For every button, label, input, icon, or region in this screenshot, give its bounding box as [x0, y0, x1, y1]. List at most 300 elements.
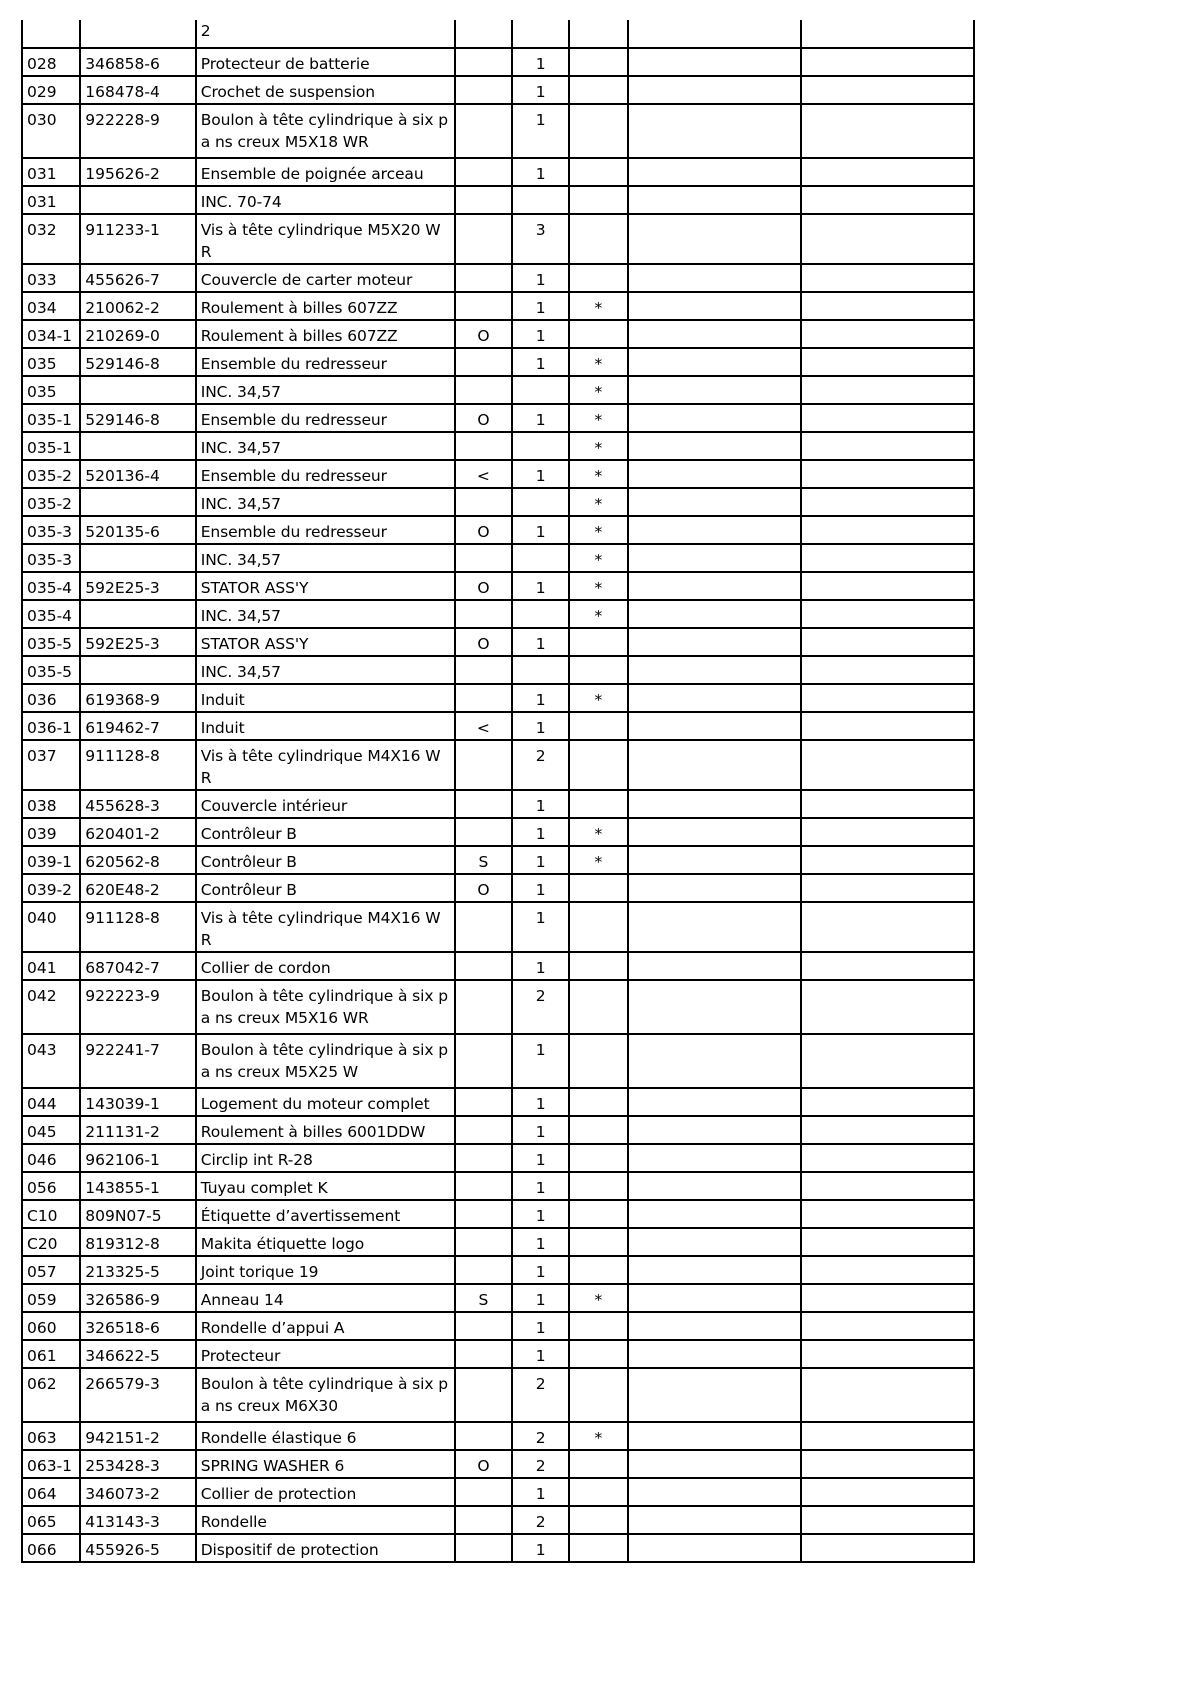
- item-number-cell: 028: [22, 48, 80, 76]
- item-number-cell: 046: [22, 1144, 80, 1172]
- empty-cell: [801, 1256, 974, 1284]
- empty-cell: [628, 1200, 802, 1228]
- quantity-cell: 1: [512, 790, 569, 818]
- change-code-cell: [455, 348, 512, 376]
- description-cell: Vis à tête cylindrique M4X16 WR: [196, 740, 455, 790]
- empty-cell: [801, 1534, 974, 1562]
- note-mark-cell: [569, 712, 627, 740]
- empty-cell: [628, 292, 802, 320]
- note-mark-cell: [569, 76, 627, 104]
- item-number-cell: 035-1: [22, 404, 80, 432]
- description-cell: Ensemble du redresseur: [196, 404, 455, 432]
- table-row: [22, 214, 974, 264]
- table-row: [22, 376, 974, 404]
- empty-cell: [801, 1228, 974, 1256]
- item-number-cell: 039: [22, 818, 80, 846]
- part-number-cell: [80, 186, 195, 214]
- table-row: [22, 740, 974, 790]
- empty-cell: [628, 516, 802, 544]
- change-code-cell: [455, 376, 512, 404]
- empty-cell: [801, 1116, 974, 1144]
- item-number-cell: 056: [22, 1172, 80, 1200]
- note-mark-cell: [569, 1116, 627, 1144]
- empty-cell: [628, 186, 802, 214]
- empty-cell: [801, 1200, 974, 1228]
- change-code-cell: O: [455, 404, 512, 432]
- description-cell: Tuyau complet K: [196, 1172, 455, 1200]
- quantity-cell: [512, 432, 569, 460]
- description-cell: Roulement à billes 607ZZ: [196, 292, 455, 320]
- note-mark-cell: *: [569, 684, 627, 712]
- table-row: [22, 684, 974, 712]
- item-number-cell: 030: [22, 104, 80, 158]
- empty-cell: [628, 1368, 802, 1422]
- quantity-cell: 1: [512, 1088, 569, 1116]
- note-mark-cell: [569, 1034, 627, 1088]
- empty-cell: [628, 104, 802, 158]
- quantity-cell: 1: [512, 1228, 569, 1256]
- description-cell: Vis à tête cylindrique M5X20 WR: [196, 214, 455, 264]
- empty-cell: [801, 1450, 974, 1478]
- quantity-cell: 2: [512, 740, 569, 790]
- note-mark-cell: *: [569, 404, 627, 432]
- table-row: [22, 76, 974, 104]
- empty-cell: [628, 1228, 802, 1256]
- part-number-cell: 211131-2: [80, 1116, 195, 1144]
- item-number-cell: 035-4: [22, 572, 80, 600]
- description-cell: Roulement à billes 607ZZ: [196, 320, 455, 348]
- empty-cell: [628, 846, 802, 874]
- empty-cell: [801, 740, 974, 790]
- empty-cell: [628, 1284, 802, 1312]
- quantity-cell: 1: [512, 1144, 569, 1172]
- table-row: [22, 48, 974, 76]
- note-mark-cell: [569, 320, 627, 348]
- change-code-cell: [455, 158, 512, 186]
- quantity-cell: [512, 656, 569, 684]
- change-code-cell: [455, 684, 512, 712]
- description-cell: 2: [196, 20, 455, 48]
- quantity-cell: 1: [512, 264, 569, 292]
- table-row: [22, 1034, 974, 1088]
- item-number-cell: 039-2: [22, 874, 80, 902]
- empty-cell: [628, 1034, 802, 1088]
- change-code-cell: [455, 980, 512, 1034]
- table-row: [22, 1144, 974, 1172]
- table-row: [22, 874, 974, 902]
- part-number-cell: [80, 488, 195, 516]
- part-number-cell: 520136-4: [80, 460, 195, 488]
- empty-cell: [628, 1478, 802, 1506]
- empty-cell: [801, 1172, 974, 1200]
- table-row: [22, 292, 974, 320]
- note-mark-cell: [569, 628, 627, 656]
- empty-cell: [628, 214, 802, 264]
- quantity-cell: [512, 376, 569, 404]
- description-cell: SPRING WASHER 6: [196, 1450, 455, 1478]
- item-number-cell: 044: [22, 1088, 80, 1116]
- quantity-cell: 1: [512, 902, 569, 952]
- empty-cell: [801, 684, 974, 712]
- description-cell: Ensemble de poignée arceau: [196, 158, 455, 186]
- item-number-cell: 064: [22, 1478, 80, 1506]
- change-code-cell: [455, 488, 512, 516]
- table-row: [22, 1116, 974, 1144]
- description-cell: Boulon à tête cylindrique à six pa ns creux M5X25 W: [196, 1034, 455, 1088]
- part-number-cell: 143039-1: [80, 1088, 195, 1116]
- table-row: [22, 1450, 974, 1478]
- description-cell: Ensemble du redresseur: [196, 516, 455, 544]
- empty-cell: [801, 1312, 974, 1340]
- note-mark-cell: [569, 1144, 627, 1172]
- note-mark-cell: [569, 902, 627, 952]
- table-row: [22, 1088, 974, 1116]
- quantity-cell: 1: [512, 1340, 569, 1368]
- table-row: [22, 1340, 974, 1368]
- note-mark-cell: [569, 158, 627, 186]
- empty-cell: [801, 952, 974, 980]
- quantity-cell: 1: [512, 1534, 569, 1562]
- quantity-cell: 1: [512, 874, 569, 902]
- empty-cell: [628, 1450, 802, 1478]
- empty-cell: [628, 980, 802, 1034]
- note-mark-cell: [569, 1228, 627, 1256]
- empty-cell: [628, 264, 802, 292]
- table-row: [22, 104, 974, 158]
- note-mark-cell: *: [569, 460, 627, 488]
- description-cell: INC. 34,57: [196, 656, 455, 684]
- change-code-cell: [455, 1144, 512, 1172]
- note-mark-cell: [569, 20, 627, 48]
- description-cell: Roulement à billes 6001DDW: [196, 1116, 455, 1144]
- empty-cell: [628, 20, 802, 48]
- part-number-cell: 455628-3: [80, 790, 195, 818]
- item-number-cell: 045: [22, 1116, 80, 1144]
- change-code-cell: [455, 1034, 512, 1088]
- item-number-cell: 034-1: [22, 320, 80, 348]
- change-code-cell: [455, 952, 512, 980]
- note-mark-cell: [569, 1256, 627, 1284]
- item-number-cell: 032: [22, 214, 80, 264]
- table-row: [22, 432, 974, 460]
- empty-cell: [628, 432, 802, 460]
- table-row: [22, 1478, 974, 1506]
- note-mark-cell: [569, 740, 627, 790]
- note-mark-cell: *: [569, 348, 627, 376]
- empty-cell: [628, 1312, 802, 1340]
- empty-cell: [628, 158, 802, 186]
- part-number-cell: [80, 544, 195, 572]
- note-mark-cell: *: [569, 846, 627, 874]
- empty-cell: [801, 348, 974, 376]
- note-mark-cell: [569, 980, 627, 1034]
- item-number-cell: 066: [22, 1534, 80, 1562]
- item-number-cell: 059: [22, 1284, 80, 1312]
- empty-cell: [628, 600, 802, 628]
- description-cell: Induit: [196, 684, 455, 712]
- part-number-cell: 195626-2: [80, 158, 195, 186]
- item-number-cell: 062: [22, 1368, 80, 1422]
- change-code-cell: [455, 740, 512, 790]
- part-number-cell: 266579-3: [80, 1368, 195, 1422]
- quantity-cell: 1: [512, 1200, 569, 1228]
- table-row: [22, 158, 974, 186]
- part-number-cell: 922228-9: [80, 104, 195, 158]
- part-number-cell: 455626-7: [80, 264, 195, 292]
- note-mark-cell: *: [569, 488, 627, 516]
- quantity-cell: 1: [512, 76, 569, 104]
- note-mark-cell: *: [569, 818, 627, 846]
- table-row: [22, 1312, 974, 1340]
- empty-cell: [801, 292, 974, 320]
- empty-cell: [801, 1144, 974, 1172]
- quantity-cell: 1: [512, 1312, 569, 1340]
- item-number-cell: 035-5: [22, 656, 80, 684]
- empty-cell: [628, 874, 802, 902]
- quantity-cell: 1: [512, 1034, 569, 1088]
- change-code-cell: [455, 600, 512, 628]
- empty-cell: [801, 1478, 974, 1506]
- empty-cell: [801, 1088, 974, 1116]
- empty-cell: [801, 628, 974, 656]
- empty-cell: [801, 1506, 974, 1534]
- part-number-cell: 809N07-5: [80, 1200, 195, 1228]
- empty-cell: [801, 404, 974, 432]
- empty-cell: [801, 818, 974, 846]
- item-number-cell: 035-4: [22, 600, 80, 628]
- note-mark-cell: [569, 952, 627, 980]
- table-row: [22, 264, 974, 292]
- note-mark-cell: [569, 1368, 627, 1422]
- table-row: [22, 348, 974, 376]
- change-code-cell: O: [455, 1450, 512, 1478]
- part-number-cell: [80, 656, 195, 684]
- description-cell: Boulon à tête cylindrique à six pa ns creux M5X18 WR: [196, 104, 455, 158]
- table-row: [22, 1200, 974, 1228]
- item-number-cell: 061: [22, 1340, 80, 1368]
- change-code-cell: [455, 790, 512, 818]
- item-number-cell: 035: [22, 348, 80, 376]
- item-number-cell: 037: [22, 740, 80, 790]
- part-number-cell: [80, 600, 195, 628]
- description-cell: INC. 34,57: [196, 544, 455, 572]
- table-row: [22, 1422, 974, 1450]
- note-mark-cell: [569, 1340, 627, 1368]
- description-cell: Induit: [196, 712, 455, 740]
- part-number-cell: 455926-5: [80, 1534, 195, 1562]
- empty-cell: [628, 1422, 802, 1450]
- item-number-cell: 040: [22, 902, 80, 952]
- description-cell: Protecteur de batterie: [196, 48, 455, 76]
- table-row: [22, 404, 974, 432]
- quantity-cell: [512, 488, 569, 516]
- quantity-cell: 3: [512, 214, 569, 264]
- item-number-cell: 057: [22, 1256, 80, 1284]
- note-mark-cell: [569, 48, 627, 76]
- part-number-cell: 922241-7: [80, 1034, 195, 1088]
- change-code-cell: S: [455, 1284, 512, 1312]
- item-number-cell: 042: [22, 980, 80, 1034]
- change-code-cell: <: [455, 712, 512, 740]
- part-number-cell: 143855-1: [80, 1172, 195, 1200]
- empty-cell: [628, 320, 802, 348]
- part-number-cell: 253428-3: [80, 1450, 195, 1478]
- item-number-cell: 043: [22, 1034, 80, 1088]
- item-number-cell: 035-1: [22, 432, 80, 460]
- part-number-cell: [80, 376, 195, 404]
- quantity-cell: 1: [512, 320, 569, 348]
- change-code-cell: [455, 292, 512, 320]
- note-mark-cell: *: [569, 516, 627, 544]
- note-mark-cell: [569, 1534, 627, 1562]
- note-mark-cell: *: [569, 1422, 627, 1450]
- description-cell: Protecteur: [196, 1340, 455, 1368]
- change-code-cell: [455, 1228, 512, 1256]
- empty-cell: [628, 952, 802, 980]
- empty-cell: [628, 348, 802, 376]
- table-row: [22, 902, 974, 952]
- note-mark-cell: [569, 1172, 627, 1200]
- change-code-cell: [455, 1534, 512, 1562]
- table-row: [22, 20, 974, 48]
- empty-cell: [801, 376, 974, 404]
- item-number-cell: 063-1: [22, 1450, 80, 1478]
- table-row: [22, 1368, 974, 1422]
- change-code-cell: [455, 902, 512, 952]
- empty-cell: [801, 264, 974, 292]
- quantity-cell: 2: [512, 1422, 569, 1450]
- quantity-cell: 1: [512, 48, 569, 76]
- note-mark-cell: *: [569, 1284, 627, 1312]
- item-number-cell: 035: [22, 376, 80, 404]
- empty-cell: [628, 1534, 802, 1562]
- empty-cell: [801, 48, 974, 76]
- item-number-cell: 031: [22, 158, 80, 186]
- quantity-cell: 1: [512, 572, 569, 600]
- empty-cell: [801, 874, 974, 902]
- empty-cell: [628, 376, 802, 404]
- part-number-cell: 413143-3: [80, 1506, 195, 1534]
- description-cell: INC. 34,57: [196, 432, 455, 460]
- description-cell: STATOR ASS'Y: [196, 572, 455, 600]
- change-code-cell: [455, 1340, 512, 1368]
- part-number-cell: 620401-2: [80, 818, 195, 846]
- description-cell: Ensemble du redresseur: [196, 348, 455, 376]
- table-row: [22, 320, 974, 348]
- empty-cell: [628, 684, 802, 712]
- quantity-cell: 2: [512, 980, 569, 1034]
- quantity-cell: 1: [512, 712, 569, 740]
- empty-cell: [628, 712, 802, 740]
- empty-cell: [801, 1422, 974, 1450]
- quantity-cell: 1: [512, 1256, 569, 1284]
- note-mark-cell: [569, 104, 627, 158]
- empty-cell: [628, 460, 802, 488]
- empty-cell: [801, 76, 974, 104]
- part-number-cell: 213325-5: [80, 1256, 195, 1284]
- description-cell: Rondelle: [196, 1506, 455, 1534]
- part-number-cell: 592E25-3: [80, 628, 195, 656]
- empty-cell: [801, 1284, 974, 1312]
- quantity-cell: 1: [512, 158, 569, 186]
- table-row: [22, 980, 974, 1034]
- empty-cell: [628, 1172, 802, 1200]
- table-row: [22, 656, 974, 684]
- quantity-cell: 1: [512, 516, 569, 544]
- table-row: [22, 600, 974, 628]
- description-cell: INC. 34,57: [196, 600, 455, 628]
- change-code-cell: [455, 1312, 512, 1340]
- note-mark-cell: [569, 874, 627, 902]
- empty-cell: [628, 1116, 802, 1144]
- quantity-cell: 1: [512, 348, 569, 376]
- quantity-cell: 1: [512, 460, 569, 488]
- quantity-cell: 2: [512, 1368, 569, 1422]
- empty-cell: [628, 488, 802, 516]
- note-mark-cell: *: [569, 432, 627, 460]
- item-number-cell: 033: [22, 264, 80, 292]
- description-cell: Ensemble du redresseur: [196, 460, 455, 488]
- table-row: [22, 1228, 974, 1256]
- part-number-cell: 619462-7: [80, 712, 195, 740]
- part-number-cell: 520135-6: [80, 516, 195, 544]
- empty-cell: [628, 572, 802, 600]
- empty-cell: [628, 404, 802, 432]
- quantity-cell: [512, 20, 569, 48]
- empty-cell: [628, 818, 802, 846]
- quantity-cell: [512, 600, 569, 628]
- part-number-cell: 911128-8: [80, 902, 195, 952]
- table-row: [22, 186, 974, 214]
- note-mark-cell: [569, 1088, 627, 1116]
- empty-cell: [628, 76, 802, 104]
- empty-cell: [628, 48, 802, 76]
- change-code-cell: O: [455, 572, 512, 600]
- change-code-cell: [455, 1422, 512, 1450]
- part-number-cell: 326518-6: [80, 1312, 195, 1340]
- empty-cell: [801, 1368, 974, 1422]
- table-row: [22, 544, 974, 572]
- change-code-cell: [455, 1088, 512, 1116]
- item-number-cell: [22, 20, 80, 48]
- item-number-cell: 035-3: [22, 544, 80, 572]
- table-row: [22, 1256, 974, 1284]
- change-code-cell: [455, 104, 512, 158]
- empty-cell: [801, 600, 974, 628]
- table-row: [22, 790, 974, 818]
- empty-cell: [628, 1088, 802, 1116]
- change-code-cell: [455, 264, 512, 292]
- part-number-cell: 346858-6: [80, 48, 195, 76]
- table-row: [22, 488, 974, 516]
- item-number-cell: C10: [22, 1200, 80, 1228]
- change-code-cell: [455, 76, 512, 104]
- note-mark-cell: [569, 1506, 627, 1534]
- part-number-cell: 962106-1: [80, 1144, 195, 1172]
- quantity-cell: 1: [512, 404, 569, 432]
- empty-cell: [801, 104, 974, 158]
- empty-cell: [801, 320, 974, 348]
- description-cell: Rondelle d’appui A: [196, 1312, 455, 1340]
- empty-cell: [801, 20, 974, 48]
- item-number-cell: 065: [22, 1506, 80, 1534]
- quantity-cell: 1: [512, 1116, 569, 1144]
- change-code-cell: O: [455, 516, 512, 544]
- parts-list-table: [21, 20, 975, 1563]
- item-number-cell: 041: [22, 952, 80, 980]
- note-mark-cell: *: [569, 376, 627, 404]
- change-code-cell: O: [455, 628, 512, 656]
